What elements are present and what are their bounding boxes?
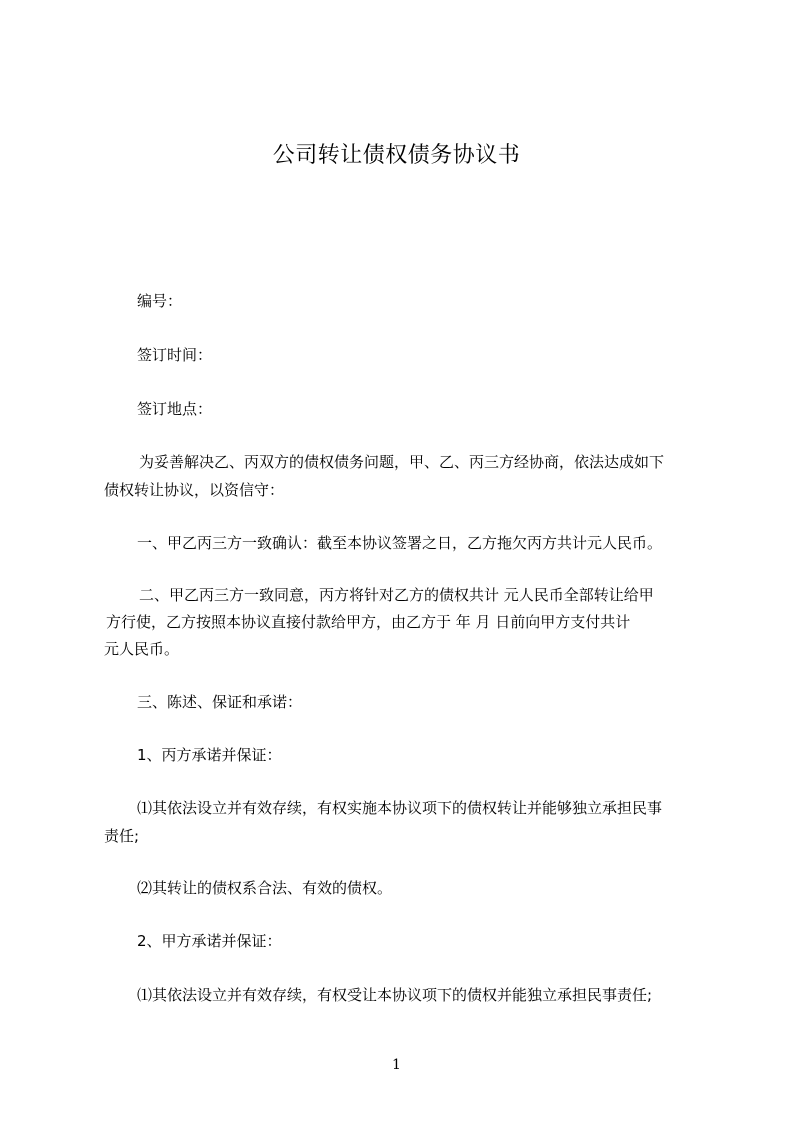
page-number: 1 — [392, 1057, 401, 1073]
party-c-item-2: ⑵其转让的债权系合法、有效的债权。 — [137, 879, 393, 897]
intro-line-1: 为妥善解决乙、丙双方的债权债务问题，甲、乙、丙三方经协商，依法达成如下 — [139, 453, 665, 471]
party-a-heading: 2、甲方承诺并保证： — [137, 932, 282, 950]
clause-2-line-3: 元人民币。 — [104, 640, 180, 658]
number-label: 编号： — [137, 292, 183, 310]
party-c-item-1-line-2: 责任; — [104, 827, 140, 845]
sign-place-label: 签订地点： — [137, 400, 213, 418]
party-a-item-1: ⑴其依法设立并有效存续，有权受让本协议项下的债权并能独立承担民事责任; — [137, 986, 653, 1004]
clause-1: 一、甲乙丙三方一致确认：截至本协议签署之日，乙方拖欠丙方共计元人民币。 — [137, 534, 663, 552]
document-title: 公司转让债权债务协议书 — [272, 143, 521, 168]
clause-2-line-2: 方行使，乙方按照本协议直接付款给甲方，由乙方于 年 月 日前向甲方支付共计 — [106, 613, 631, 631]
clause-3-heading: 三、陈述、保证和承诺： — [137, 693, 303, 711]
intro-line-2: 债权转让协议，以资信守： — [104, 481, 285, 499]
party-c-item-1-line-1: ⑴其依法设立并有效存续，有权实施本协议项下的债权转让并能够独立承担民事 — [137, 799, 663, 817]
sign-date-label: 签订时间： — [137, 346, 213, 364]
party-c-heading: 1、丙方承诺并保证： — [137, 746, 282, 764]
clause-2-line-1: 二、甲乙丙三方一致同意，丙方将针对乙方的债权共计 元人民币全部转让给甲 — [139, 586, 654, 604]
